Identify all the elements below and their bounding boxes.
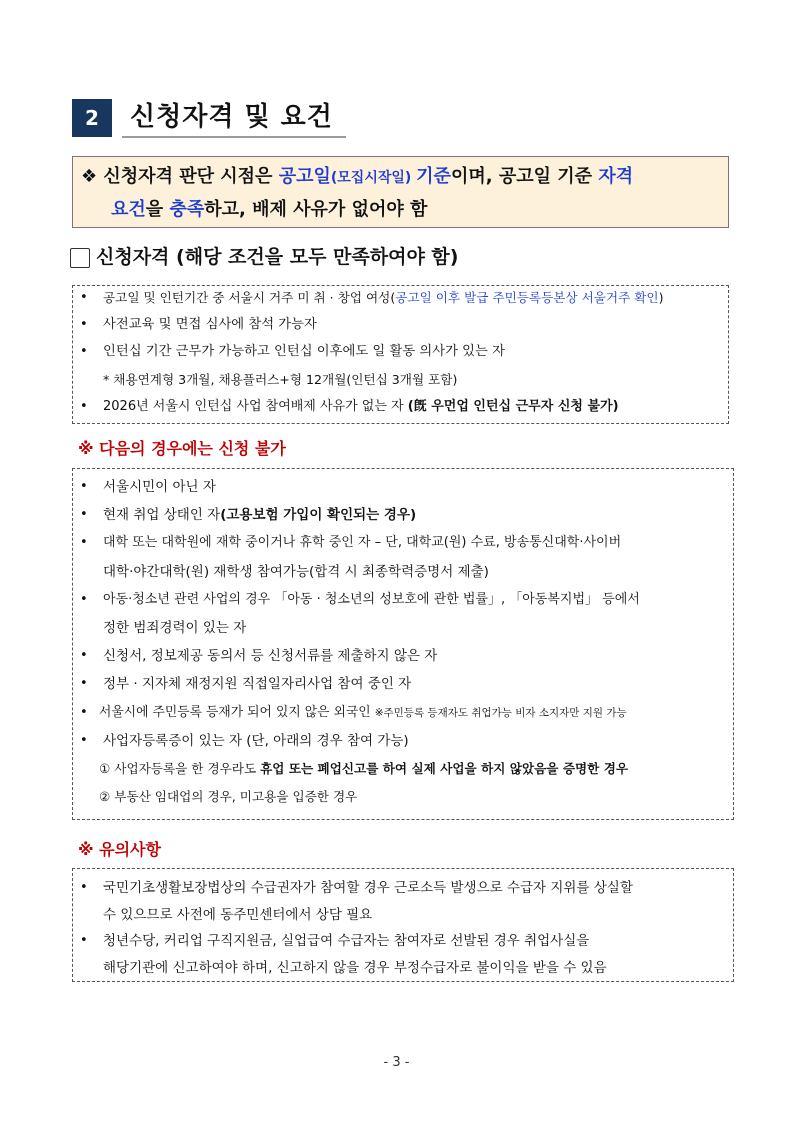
notice-bullet-icon: ❖ [81,166,98,187]
list-item-text: 국민기초생활보장법상의 수급권자가 참여할 경우 근로소득 발생으로 수급자 지위를 상실할 [103,880,633,896]
caution-title: ※ 유의사항 [78,840,161,859]
list-item-text: ① 사업자등록을 한 경우라도 휴업 또는 폐업신고를 하여 실제 사업을 하지 않았음을 증명한 경우 [99,761,629,776]
list-item-text: 인턴십 기간 근무가 가능하고 인턴십 이후에도 일 활동 의사가 있는 자 [103,344,505,360]
bullet-icon: • [80,535,88,551]
bullet-icon: • [80,933,88,948]
list-item-text: 현재 취업 상태인 자(고용보험 가입이 확인되는 경우) [103,507,417,524]
list-item-text: 청년수당, 커리업 구직지원금, 실업급여 수급자는 참여자로 선발된 경우 취업사실을 [103,933,590,949]
list-item-text: 신청서, 정보제공 동의서 등 신청서류를 제출하지 않은 자 [103,648,438,665]
bullet-icon: • [80,479,88,494]
section-number: 2 [72,99,112,137]
list-item-text: 서울시민이 아닌 자 [103,479,216,495]
qualification-box [72,285,729,424]
page-number: - 3 - [383,1055,410,1070]
notice-box [72,156,729,228]
list-item-text: 대학 또는 대학원에 재학 중이거나 휴학 중인 자 – 단, 대학교(원) 수료, 방송통신대학·사이버 [103,535,622,551]
qualification-title: 신청자격 (해당 조건을 모두 만족하여야 함) [96,246,459,268]
bullet-icon: • [80,591,88,607]
list-item-text: * 채용연계형 3개월, 채용플러스+형 12개월(인턴십 3개월 포함) [103,371,458,387]
list-item-text: 대학·야간대학(원) 재학생 참여가능(합격 시 최종학력증명서 제출) [103,563,489,580]
list-item-text: 수 있으므로 사전에 동주민센터에서 상담 필요 [103,906,373,923]
bullet-icon: • [80,648,88,664]
bullet-icon: • [80,676,88,692]
bullet-icon: • [80,317,88,333]
section-title: 신청자격 및 요건 [130,102,333,132]
list-item-text: 사업자등록증이 있는 자 (단, 아래의 경우 참여 가능) [103,732,409,749]
bullet-icon: • [80,398,88,414]
exclusion-box [72,468,734,820]
list-item-text: 사전교육 및 면접 심사에 참석 가능자 [103,317,317,333]
list-item-text: 아동·청소년 관련 사업의 경우 「아동 · 청소년의 성보호에 관한 법률」, 「아동복지법」 등에서 [103,591,640,607]
bullet-icon: • [80,507,88,523]
list-item-text: 정한 범죄경력이 있는 자 [103,620,247,636]
list-item-text: 서울시에 주민등록 등재가 되어 있지 않은 외국인 ※주민등록 등재자도 취업가능 비자 소지자만 지원 가능 [99,704,627,720]
checkbox-icon [70,248,90,268]
list-item-text: 2026년 서울시 인턴십 사업 참여배제 사유가 없는 자 (旣 우먼업 인턴십 근무자 신청 불가) [103,398,619,414]
notice-line-2: 요건을 충족하고, 배제 사유가 없어야 함 [111,199,428,220]
list-item-text: ② 부동산 임대업의 경우, 미고용을 입증한 경우 [99,789,358,805]
section-underline [122,136,346,138]
caution-box [72,868,734,982]
bullet-icon: • [80,290,88,305]
notice-line-1: ❖ 신청자격 판단 시점은 공고일(모집시작일) 기준이며, 공고일 기준 자격 [81,166,634,187]
list-item-text: 해당기관에 신고하여야 하며, 신고하지 않을 경우 부정수급자로 불이익을 받을 수 있음 [103,959,607,976]
bullet-icon: • [80,732,88,748]
exclusion-title: ※ 다음의 경우에는 신청 불가 [78,439,286,458]
bullet-icon: • [80,704,88,720]
list-item-text: 공고일 및 인턴기간 중 서울시 거주 미 취 · 창업 여성(공고일 이후 발급 주민등록등본상 서울거주 확인) [103,290,664,305]
bullet-icon: • [80,344,88,360]
list-item-text: 정부 · 지자체 재정지원 직접일자리사업 참여 중인 자 [103,676,412,693]
bullet-icon: • [80,880,88,895]
